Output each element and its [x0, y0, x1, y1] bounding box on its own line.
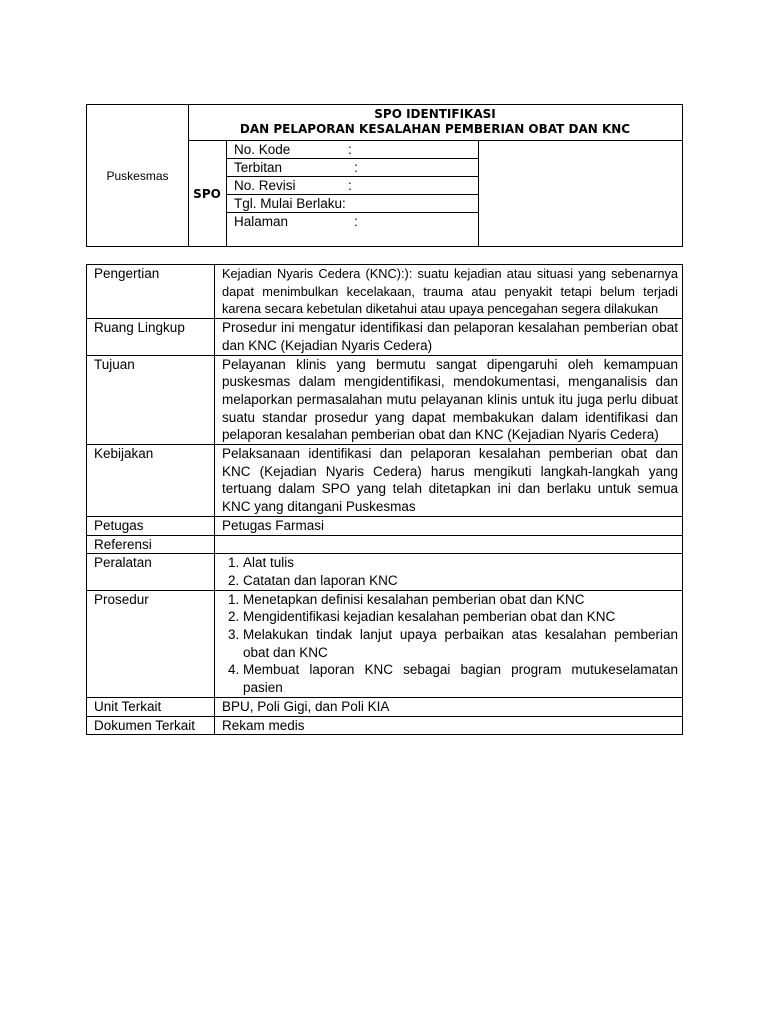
list-item: 1. Alat tulis [243, 554, 678, 572]
field-separator: : [348, 142, 352, 157]
row-label: Prosedur [87, 590, 215, 697]
spo-label: SPO [188, 141, 227, 246]
title-line-1: SPO IDENTIFIKASI [374, 107, 496, 121]
row-value: Rekam medis [215, 716, 683, 735]
table-row [87, 590, 683, 697]
table-row [87, 554, 683, 590]
row-label: Dokumen Terkait [87, 716, 215, 735]
list-item: 1. Menetapkan definisi kesalahan pemberian obat dan KNC [243, 591, 678, 609]
field-label: Terbitan [234, 160, 283, 175]
row-value: Petugas Farmasi [215, 516, 683, 535]
field-no-kode [226, 141, 478, 159]
row-label: Petugas [87, 516, 215, 535]
row-label: Referensi [87, 535, 215, 554]
field-separator: : [354, 214, 358, 229]
field-halaman [226, 213, 478, 246]
row-value: Prosedur ini mengatur identifikasi dan pelaporan kesalahan pemberian obat dan KNC (Kejadian Nyaris Cedera) [215, 319, 683, 355]
field-terbitan [226, 159, 478, 177]
row-label: Pengertian [87, 265, 215, 319]
row-value: BPU, Poli Gigi, dan Poli KIA [215, 697, 683, 716]
list-item: 2. Mengidentifikasi kejadian kesalahan pemberian obat dan KNC [243, 608, 678, 626]
field-label: No. Kode [234, 142, 291, 157]
list-item: 3. Melakukan tindak lanjut upaya perbaikan atas kesalahan pemberian obat dan KNC [243, 626, 678, 661]
document-fields [226, 141, 479, 246]
row-label: Tujuan [87, 355, 215, 445]
peralatan-list [222, 554, 678, 589]
table-row [87, 697, 683, 716]
row-value [215, 535, 683, 554]
title-line-2: DAN PELAPORAN KESALAHAN PEMBERIAN OBAT DAN KNC [239, 122, 631, 136]
field-no-revisi [226, 177, 478, 195]
table-row [87, 535, 683, 554]
row-value [215, 590, 683, 697]
table-row [87, 716, 683, 735]
field-separator: : [342, 196, 346, 211]
row-label: Unit Terkait [87, 697, 215, 716]
field-separator: : [348, 178, 352, 193]
org-name: Puskesmas [87, 105, 189, 246]
field-label: No. Revisi [234, 178, 296, 193]
field-separator: : [354, 160, 358, 175]
field-label: Halaman [234, 214, 289, 229]
row-value: Kejadian Nyaris Cedera (KNC):): suatu kejadian atau situasi yang sebenarnya dapat menimbulkan kecelakaan, trauma atau penyakit tetapi belum terjadi karena secara kebetulan diketahui atau upaya pencegahan segera dilakukan [215, 265, 683, 319]
document-title [188, 105, 682, 141]
list-item: 4. Membuat laporan KNC sebagai bagian program mutukeselamatan pasien [243, 661, 678, 696]
row-label: Peralatan [87, 554, 215, 590]
table-row [87, 355, 683, 445]
list-item: 2. Catatan dan laporan KNC [243, 572, 678, 590]
table-row [87, 445, 683, 517]
field-label: Tgl. Mulai Berlaku [234, 196, 343, 211]
row-value: Pelaksanaan identifikasi dan pelaporan kesalahan pemberian obat dan KNC (Kejadian Nyaris Cedera) harus mengikuti langkah-langkah yang tertuang dalam SPO yang telah ditetapkan ini dan berlaku untuk semua KNC yang ditangani Puskesmas [215, 445, 683, 517]
row-value: Pelayanan klinis yang bermutu sangat dipengaruhi oleh kemampuan puskesmas dalam mengidentifikasi, mendokumentasi, menganalisis dan melaporkan permasalahan mutu pelayanan klinis untuk itu juga perlu dibuat suatu standar prosedur yang dapat membakukan dalam identifikasi dan pelaporan kesalahan pemberian obat dan KNC (Kejadian Nyaris Cedera) [215, 355, 683, 445]
spo-header [86, 104, 683, 247]
table-row [87, 265, 683, 319]
field-tgl-mulai-berlaku [226, 195, 478, 213]
row-label: Ruang Lingkup [87, 319, 215, 355]
row-value [215, 554, 683, 590]
spo-content-table [86, 264, 683, 735]
table-row [87, 516, 683, 535]
row-label: Kebijakan [87, 445, 215, 517]
table-row [87, 319, 683, 355]
prosedur-list [222, 591, 678, 697]
